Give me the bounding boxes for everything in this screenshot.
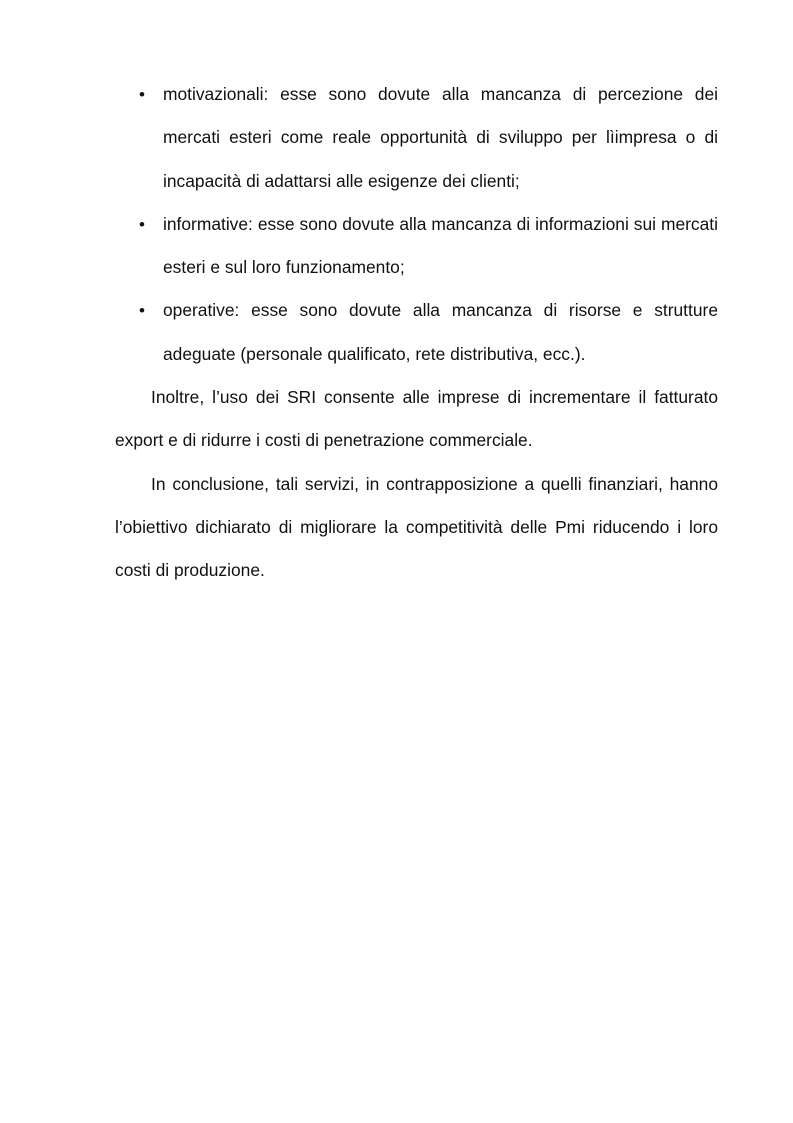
list-item-informative (115, 203, 718, 290)
list-item-operative (115, 289, 718, 376)
paragraph-conclusione: In conclusione, tali servizi, in contrapposizione a quelli finanziari, hanno l’obiettivo dichiarato di migliorare la competitività delle Pmi riducendo i loro costi di produzione. (115, 473, 718, 581)
list-item-text: operative: esse sono dovute alla mancanza di risorse e strutture adeguate (personale qualificato, rete distributiva, ecc.). (163, 300, 718, 364)
list-item-text: informative: esse sono dovute alla mancanza di informazioni sui mercati esteri e sul loro funzionamento; (163, 213, 718, 278)
paragraph-inoltre: Inoltre, l’uso dei SRI consente alle imprese di incrementare il fatturato export e di ridurre i costi di penetrazione commerciale. (115, 387, 718, 451)
page-content (115, 73, 718, 593)
barriers-list (115, 73, 718, 376)
bullet-icon: • (139, 214, 145, 234)
bullet-icon: • (139, 85, 145, 104)
list-item-motivazionali (115, 73, 718, 203)
list-item-text: motivazionali: esse sono dovute alla mancanza di percezione dei mercati esteri come reale opportunità di sviluppo per lìimpresa o di incapacità di adattarsi alle esigenze dei clienti; (163, 84, 718, 191)
bullet-icon: • (139, 301, 145, 321)
